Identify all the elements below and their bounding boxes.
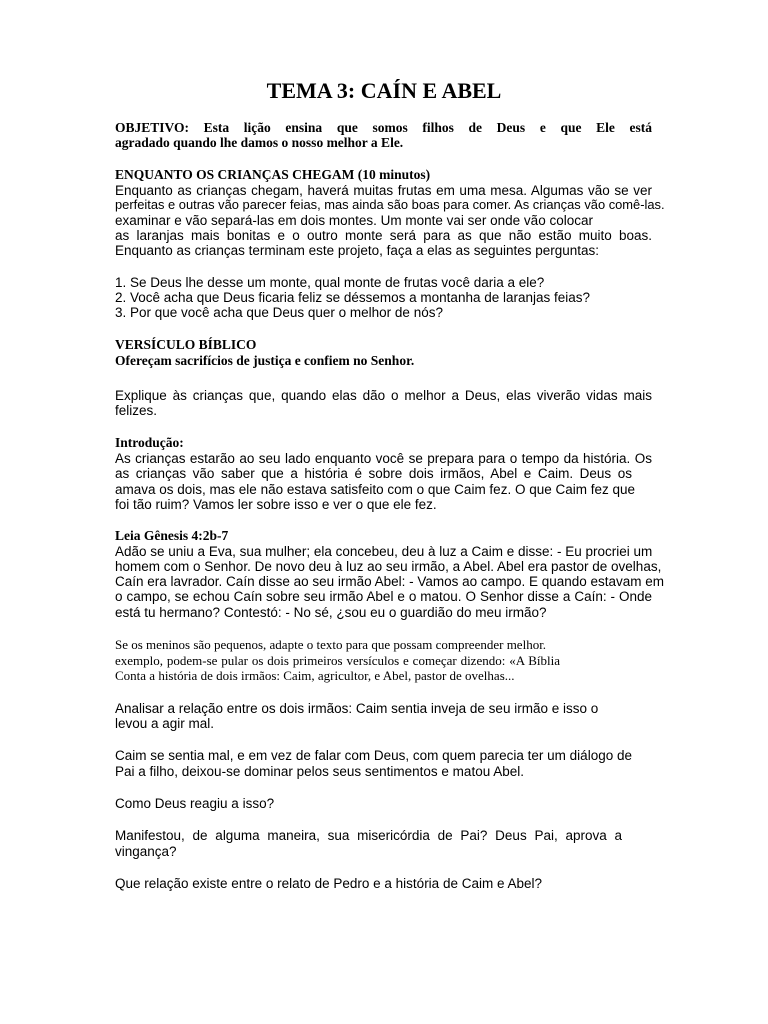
introduction-line: foi tão ruim? Vamos ler sobre isso e ver o que ele fez. bbox=[115, 497, 437, 512]
arrival-line: Enquanto as crianças chegam, haverá muitas frutas em uma mesa. Algumas vão se ver bbox=[115, 183, 652, 198]
reading-heading: Leia Gênesis 4:2b-7 bbox=[115, 528, 229, 543]
question-mercy-line: Manifestou, de alguma maneira, sua misericórdia de Pai? Deus Pai, aprova a bbox=[115, 828, 622, 843]
question-relation: Que relação existe entre o relato de Pedro e a história de Caim e Abel? bbox=[115, 876, 543, 891]
introduction-heading: Introdução: bbox=[115, 435, 184, 450]
analysis-line: levou a agir mal. bbox=[115, 716, 215, 731]
note-line: exemplo, podem-se pular os dois primeiros versículos e começar dizendo: «A Bíblia bbox=[115, 653, 560, 668]
reading-line: Adão se uniu a Eva, sua mulher; ela concebeu, deu à luz a Caim e disse: - Eu procriei um bbox=[115, 544, 653, 559]
introduction-line: amava os dois, mas ele não estava satisfeito com o que Caim fez. O que Caim fez que bbox=[115, 482, 636, 497]
objective-line-1: OBJETIVO: Esta lição ensina que somos filhos de Deus e que Ele está bbox=[115, 120, 652, 135]
objective-line-2: agradado quando lhe damos o nosso melhor a Ele. bbox=[115, 135, 404, 150]
note-line: Se os meninos são pequenos, adapte o texto para que possam compreender melhor. bbox=[115, 637, 547, 652]
note-line: Conta a história de dois irmãos: Caim, agricultor, e Abel, pastor de ovelhas... bbox=[115, 668, 515, 683]
reading-line: homem com o Senhor. De novo deu à luz ao seu irmão, a Abel. Abel era pastor de ovelhas, bbox=[115, 559, 662, 574]
cain-felt-line: Pai a filho, deixou-se dominar pelos seus sentimentos e matou Abel. bbox=[115, 764, 524, 779]
analysis-line: Analisar a relação entre os dois irmãos: Caim sentia inveja de seu irmão e isso o bbox=[115, 701, 599, 716]
question-mercy-line: vingança? bbox=[115, 844, 177, 859]
introduction-line: As crianças estarão ao seu lado enquanto você se prepara para o tempo da história. Os bbox=[115, 451, 652, 466]
introduction-line: as crianças vão saber que a história é sobre dois irmãos, Abel e Caim. Deus os bbox=[115, 466, 632, 481]
verse-heading: VERSÍCULO BÍBLICO bbox=[115, 337, 257, 352]
question-react: Como Deus reagiu a isso? bbox=[115, 796, 275, 811]
question-3: 3. Por que você acha que Deus quer o melhor de nós? bbox=[115, 305, 443, 320]
reading-line: o campo, se echou Caín sobre seu irmão Abel e o matou. O Senhor disse a Caín: - Onde bbox=[115, 589, 652, 604]
verse-text: Ofereçam sacrifícios de justiça e confiem no Senhor. bbox=[115, 353, 415, 368]
explain-line: Explique às crianças que, quando elas dão o melhor a Deus, elas viverão vidas mais bbox=[115, 388, 652, 403]
arrival-heading: ENQUANTO OS CRIANÇAS CHEGAM (10 minutos) bbox=[115, 167, 431, 182]
question-2: 2. Você acha que Deus ficaria feliz se déssemos a montanha de laranjas feias? bbox=[115, 290, 591, 305]
explain-line: felizes. bbox=[115, 403, 158, 418]
arrival-line: Enquanto as crianças terminam este projeto, faça a elas as seguintes perguntas: bbox=[115, 243, 600, 258]
arrival-line: perfeitas e outras vão parecer feias, mas ainda são boas para comer. As crianças vão comê-las. bbox=[115, 197, 665, 212]
arrival-line: examinar e vão separá-las em dois montes. Um monte vai ser onde vão colocar bbox=[115, 213, 593, 228]
arrival-line: as laranjas mais bonitas e o outro monte será para as que não estão muito boas. bbox=[115, 228, 652, 243]
question-1: 1. Se Deus lhe desse um monte, qual monte de frutas você daria a ele? bbox=[115, 275, 545, 290]
reading-line: está tu hermano? Contestó: - No sé, ¿sou eu o guardião do meu irmão? bbox=[115, 605, 547, 620]
cain-felt-line: Caim se sentia mal, e em vez de falar com Deus, com quem parecia ter um diálogo de bbox=[115, 748, 632, 763]
reading-line: Caín era lavrador. Caín disse ao seu irmão Abel: - Vamos ao campo. E quando estavam em bbox=[115, 574, 665, 589]
page-title: TEMA 3: CAÍN E ABEL bbox=[266, 78, 502, 103]
